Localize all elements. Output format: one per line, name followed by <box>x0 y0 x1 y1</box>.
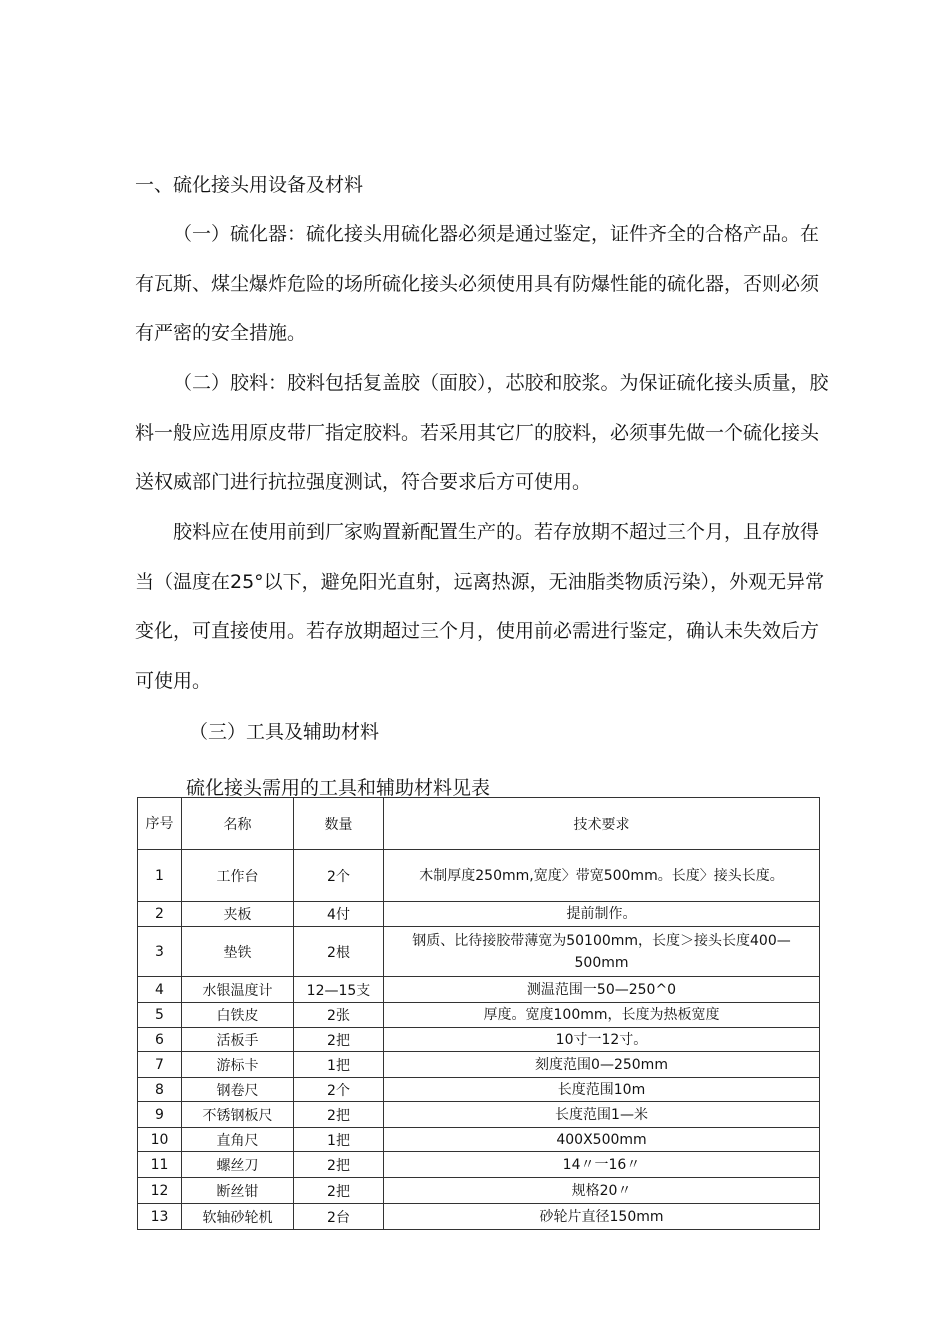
cell-name: 螺丝刀 <box>182 1152 294 1178</box>
cell-requirement: 刻度范围0—250mm <box>384 1052 820 1078</box>
cell-requirement: 规格20〃 <box>384 1178 820 1204</box>
cell-no: 8 <box>138 1078 182 1102</box>
cell-name: 直角尺 <box>182 1128 294 1152</box>
table-row <box>138 1102 820 1128</box>
cell-qty: 2个 <box>294 850 384 902</box>
cell-no: 1 <box>138 850 182 902</box>
cell-name: 工作台 <box>182 850 294 902</box>
cell-name: 垫铁 <box>182 927 294 977</box>
header-name: 名称 <box>182 798 294 850</box>
table-row <box>138 1178 820 1204</box>
cell-requirement: 14〃一16〃 <box>384 1152 820 1178</box>
cell-requirement: 厚度。宽度100mm，长度为热板宽度 <box>384 1003 820 1028</box>
table-row <box>138 1052 820 1078</box>
table-header-row <box>138 798 820 850</box>
table-row <box>138 1003 820 1028</box>
paragraph-rubber-material: （二）胶料：胶料包括复盖胶（面胶），芯胶和胶浆。为保证硫化接头质量，胶料一般应选用原皮带厂指定胶料。若采用其它厂的胶料，必须事先做一个硫化接头送权威部门进行抗拉强度测试，符合要求后方可使用。 <box>135 372 829 493</box>
cell-no: 13 <box>138 1204 182 1230</box>
table-row <box>138 1204 820 1230</box>
cell-qty: 2个 <box>294 1078 384 1102</box>
cell-no: 3 <box>138 927 182 977</box>
cell-qty: 2张 <box>294 1003 384 1028</box>
table-row <box>138 977 820 1003</box>
table-row <box>138 1152 820 1178</box>
section-heading: 一、硫化接头用设备及材料 <box>135 174 364 196</box>
cell-requirement: 长度范围10m <box>384 1078 820 1102</box>
cell-name: 夹板 <box>182 902 294 927</box>
cell-no: 4 <box>138 977 182 1003</box>
cell-name: 水银温度计 <box>182 977 294 1003</box>
cell-name: 断丝钳 <box>182 1178 294 1204</box>
cell-qty: 1把 <box>294 1052 384 1078</box>
subheading-tools: （三）工具及辅助材料 <box>189 721 380 743</box>
cell-no: 10 <box>138 1128 182 1152</box>
table-caption: 硫化接头需用的工具和辅助材料见表 <box>186 777 491 799</box>
cell-name: 白铁皮 <box>182 1003 294 1028</box>
cell-qty: 2把 <box>294 1152 384 1178</box>
table-row <box>138 1078 820 1102</box>
table-row <box>138 1028 820 1052</box>
table-row <box>138 850 820 902</box>
cell-no: 2 <box>138 902 182 927</box>
cell-name: 活板手 <box>182 1028 294 1052</box>
cell-no: 9 <box>138 1102 182 1128</box>
cell-no: 6 <box>138 1028 182 1052</box>
cell-requirement: 钢质、比待接胶带薄宽为50100mm，长度＞接头长度400—500mm <box>384 927 820 977</box>
cell-requirement: 测温范围一50—250^0 <box>384 977 820 1003</box>
cell-qty: 4付 <box>294 902 384 927</box>
tools-table <box>137 797 820 1230</box>
cell-name: 钢卷尺 <box>182 1078 294 1102</box>
cell-no: 5 <box>138 1003 182 1028</box>
cell-qty: 2台 <box>294 1204 384 1230</box>
cell-qty: 12—15支 <box>294 977 384 1003</box>
cell-requirement: 10寸一12寸。 <box>384 1028 820 1052</box>
cell-requirement: 400X500mm <box>384 1128 820 1152</box>
table-row <box>138 927 820 977</box>
cell-name: 不锈钢板尺 <box>182 1102 294 1128</box>
table-row <box>138 1128 820 1152</box>
header-requirement: 技术要求 <box>384 798 820 850</box>
cell-qty: 1把 <box>294 1128 384 1152</box>
cell-no: 12 <box>138 1178 182 1204</box>
cell-no: 11 <box>138 1152 182 1178</box>
header-qty: 数量 <box>294 798 384 850</box>
cell-qty: 2根 <box>294 927 384 977</box>
paragraph-vulcanizer: （一）硫化器：硫化接头用硫化器必须是通过鉴定，证件齐全的合格产品。在有瓦斯、煤尘爆炸危险的场所硫化接头必须使用具有防爆性能的硫化器，否则必须有严密的安全措施。 <box>135 223 820 344</box>
cell-requirement: 砂轮片直径150mm <box>384 1204 820 1230</box>
cell-qty: 2把 <box>294 1178 384 1204</box>
cell-name: 软轴砂轮机 <box>182 1204 294 1230</box>
table-row <box>138 902 820 927</box>
cell-name: 游标卡 <box>182 1052 294 1078</box>
cell-requirement: 提前制作。 <box>384 902 820 927</box>
cell-qty: 2把 <box>294 1102 384 1128</box>
cell-no: 7 <box>138 1052 182 1078</box>
cell-requirement: 长度范围1—米 <box>384 1102 820 1128</box>
cell-requirement: 木制厚度250mm,宽度〉带宽500mm。长度〉接头长度。 <box>384 850 820 902</box>
cell-qty: 2把 <box>294 1028 384 1052</box>
header-no: 序号 <box>138 798 182 850</box>
paragraph-rubber-storage: 胶料应在使用前到厂家购置新配置生产的。若存放期不超过三个月，且存放得当（温度在25°以下，避免阳光直射，远离热源，无油脂类物质污染），外观无异常变化，可直接使用。若存放期超过三个月，使用前必需进行鉴定，确认未失效后方可使用。 <box>135 521 825 692</box>
